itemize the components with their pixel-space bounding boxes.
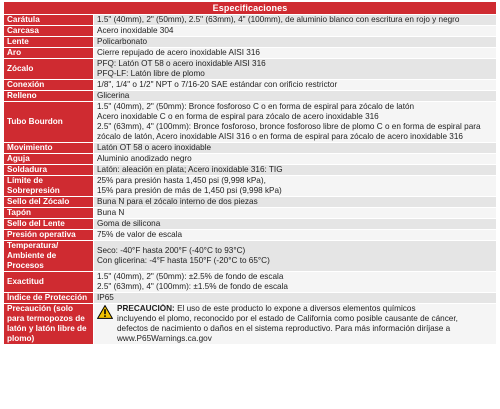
row-value-line: PFQ-LF: Latón libre de plomo — [97, 69, 205, 78]
warning-label: Precaución (solo para termopozos de latón y latón libre de plomo) — [4, 304, 94, 345]
row-value — [94, 91, 497, 102]
row-value-line: Latón: aleación en plata; Acero inoxidable 316: TIG — [97, 165, 283, 174]
row-value-line: IP65 — [97, 293, 114, 302]
table-row — [4, 59, 497, 80]
table-row — [4, 15, 497, 26]
warning-row — [4, 304, 497, 345]
row-value-line: 1/8", 1/4" o 1/2" NPT o 7/16-20 SAE estándar con orificio restrictor — [97, 80, 338, 89]
table-title: Especificaciones — [4, 2, 497, 15]
row-value — [94, 230, 497, 241]
specifications-table — [3, 1, 497, 345]
row-label: Temperatura/ Ambiente de Procesos — [4, 241, 94, 272]
row-value — [94, 143, 497, 154]
table-row — [4, 143, 497, 154]
row-value — [94, 48, 497, 59]
row-value-line: Glicerina — [97, 91, 130, 100]
row-value-line: Aluminio anodizado negro — [97, 154, 192, 163]
row-value — [94, 176, 497, 197]
row-value-line: 75% de valor de escala — [97, 230, 183, 239]
warning-text-line: defectos de nacimiento o daños en el sistema reproductivo. Para más información diríjase a — [117, 324, 451, 333]
row-label: Aro — [4, 48, 94, 59]
row-label: Relleno — [4, 91, 94, 102]
row-value — [94, 293, 497, 304]
table-row — [4, 293, 497, 304]
row-value — [94, 59, 497, 80]
warning-triangle-icon — [97, 305, 113, 319]
row-value — [94, 219, 497, 230]
row-value-line: Con glicerina: -4°F hasta 150°F (-20°C to 65°C) — [97, 256, 270, 265]
row-value — [94, 26, 497, 37]
row-value — [94, 37, 497, 48]
warning-value — [94, 304, 497, 345]
row-label: Conexión — [4, 80, 94, 91]
row-value-line: Latón OT 58 o acero inoxidable — [97, 143, 212, 152]
row-label: Aguja — [4, 154, 94, 165]
row-value-line: 2.5" (63mm), 4" (100mm): ±1.5% de fondo de escala — [97, 282, 288, 291]
table-row — [4, 241, 497, 272]
row-value — [94, 165, 497, 176]
table-row — [4, 176, 497, 197]
row-value-line: zócalo de latón, Acero inoxidable AISI 316 o en forma de espiral para zócalo de acero inoxidable 316 — [97, 132, 463, 141]
row-value — [94, 272, 497, 293]
row-value-line: Acero inoxidable C o en forma de espiral para zócalo de acero inoxidable 316 — [97, 112, 379, 121]
table-row — [4, 26, 497, 37]
table-row — [4, 154, 497, 165]
table-row — [4, 165, 497, 176]
row-value-line: Acero inoxidable 304 — [97, 26, 174, 35]
warning-title: PRECAUCIÓN: — [117, 304, 175, 313]
row-label: Soldadura — [4, 165, 94, 176]
row-label: Presión operativa — [4, 230, 94, 241]
row-value-line: 1.5" (40mm), 2" (50mm): ±2.5% de fondo de escala — [97, 272, 284, 281]
row-value-line: Goma de silicona — [97, 219, 161, 228]
table-row — [4, 80, 497, 91]
row-label: Índice de Protección — [4, 293, 94, 304]
row-label: Lente — [4, 37, 94, 48]
table-row — [4, 48, 497, 59]
row-label: Sello del Zócalo — [4, 197, 94, 208]
table-row — [4, 37, 497, 48]
row-value-line: 25% para presión hasta 1,450 psi (9,998 kPa), — [97, 176, 266, 185]
table-row — [4, 272, 497, 293]
table-row — [4, 208, 497, 219]
row-value-line: 1.5" (40mm), 2" (50mm), 2.5" (63mm), 4" (100mm), de aluminio blanco con escritura en rojo y negro — [97, 15, 460, 24]
row-label: Tapón — [4, 208, 94, 219]
row-value — [94, 80, 497, 91]
row-value-line: Seco: -40°F hasta 200°F (-40°C to 93°C) — [97, 246, 246, 255]
row-value-line: Cierre repujado de acero inoxidable AISI 316 — [97, 48, 260, 57]
row-value — [94, 208, 497, 219]
row-value-line: Policarbonato — [97, 37, 148, 46]
row-value — [94, 241, 497, 272]
row-value-line: Buna N para el zócalo interno de dos piezas — [97, 197, 258, 206]
warning-first-text: El uso de este producto lo expone a diversos elementos químicos — [177, 304, 416, 313]
row-value-line: Buna N — [97, 208, 125, 217]
row-value — [94, 197, 497, 208]
row-value — [94, 15, 497, 26]
table-row — [4, 102, 497, 143]
row-label: Límite de Sobrepresión — [4, 176, 94, 197]
row-label: Exactitud — [4, 272, 94, 293]
row-label: Carátula — [4, 15, 94, 26]
row-label: Sello del Lente — [4, 219, 94, 230]
row-value — [94, 102, 497, 143]
warning-link-text: www.P65Warnings.ca.gov — [117, 334, 212, 343]
row-value-line: 15% para presión de más de 1,450 psi (9,998 kPa) — [97, 186, 282, 195]
row-value-line: 2.5" (63mm), 4" (100mm): Bronce fosforoso, bronce fosforoso libre de plomo C o en forma de espiral para — [97, 122, 481, 131]
row-value-line: 1.5" (40mm), 2" (50mm): Bronce fosforoso C o en forma de espiral para zócalo de latón — [97, 102, 415, 111]
table-row — [4, 91, 497, 102]
table-row — [4, 219, 497, 230]
row-label: Zócalo — [4, 59, 94, 80]
table-row — [4, 197, 497, 208]
row-label: Movimiento — [4, 143, 94, 154]
warning-first-line — [117, 304, 493, 314]
row-label: Tubo Bourdon — [4, 102, 94, 143]
row-label: Carcasa — [4, 26, 94, 37]
row-value-line: PFQ: Latón OT 58 o acero inoxidable AISI 316 — [97, 59, 266, 68]
warning-text-line: incluyendo el plomo, reconocido por el estado de California como posible causante de cáncer, — [117, 314, 458, 323]
row-value — [94, 154, 497, 165]
table-row — [4, 230, 497, 241]
